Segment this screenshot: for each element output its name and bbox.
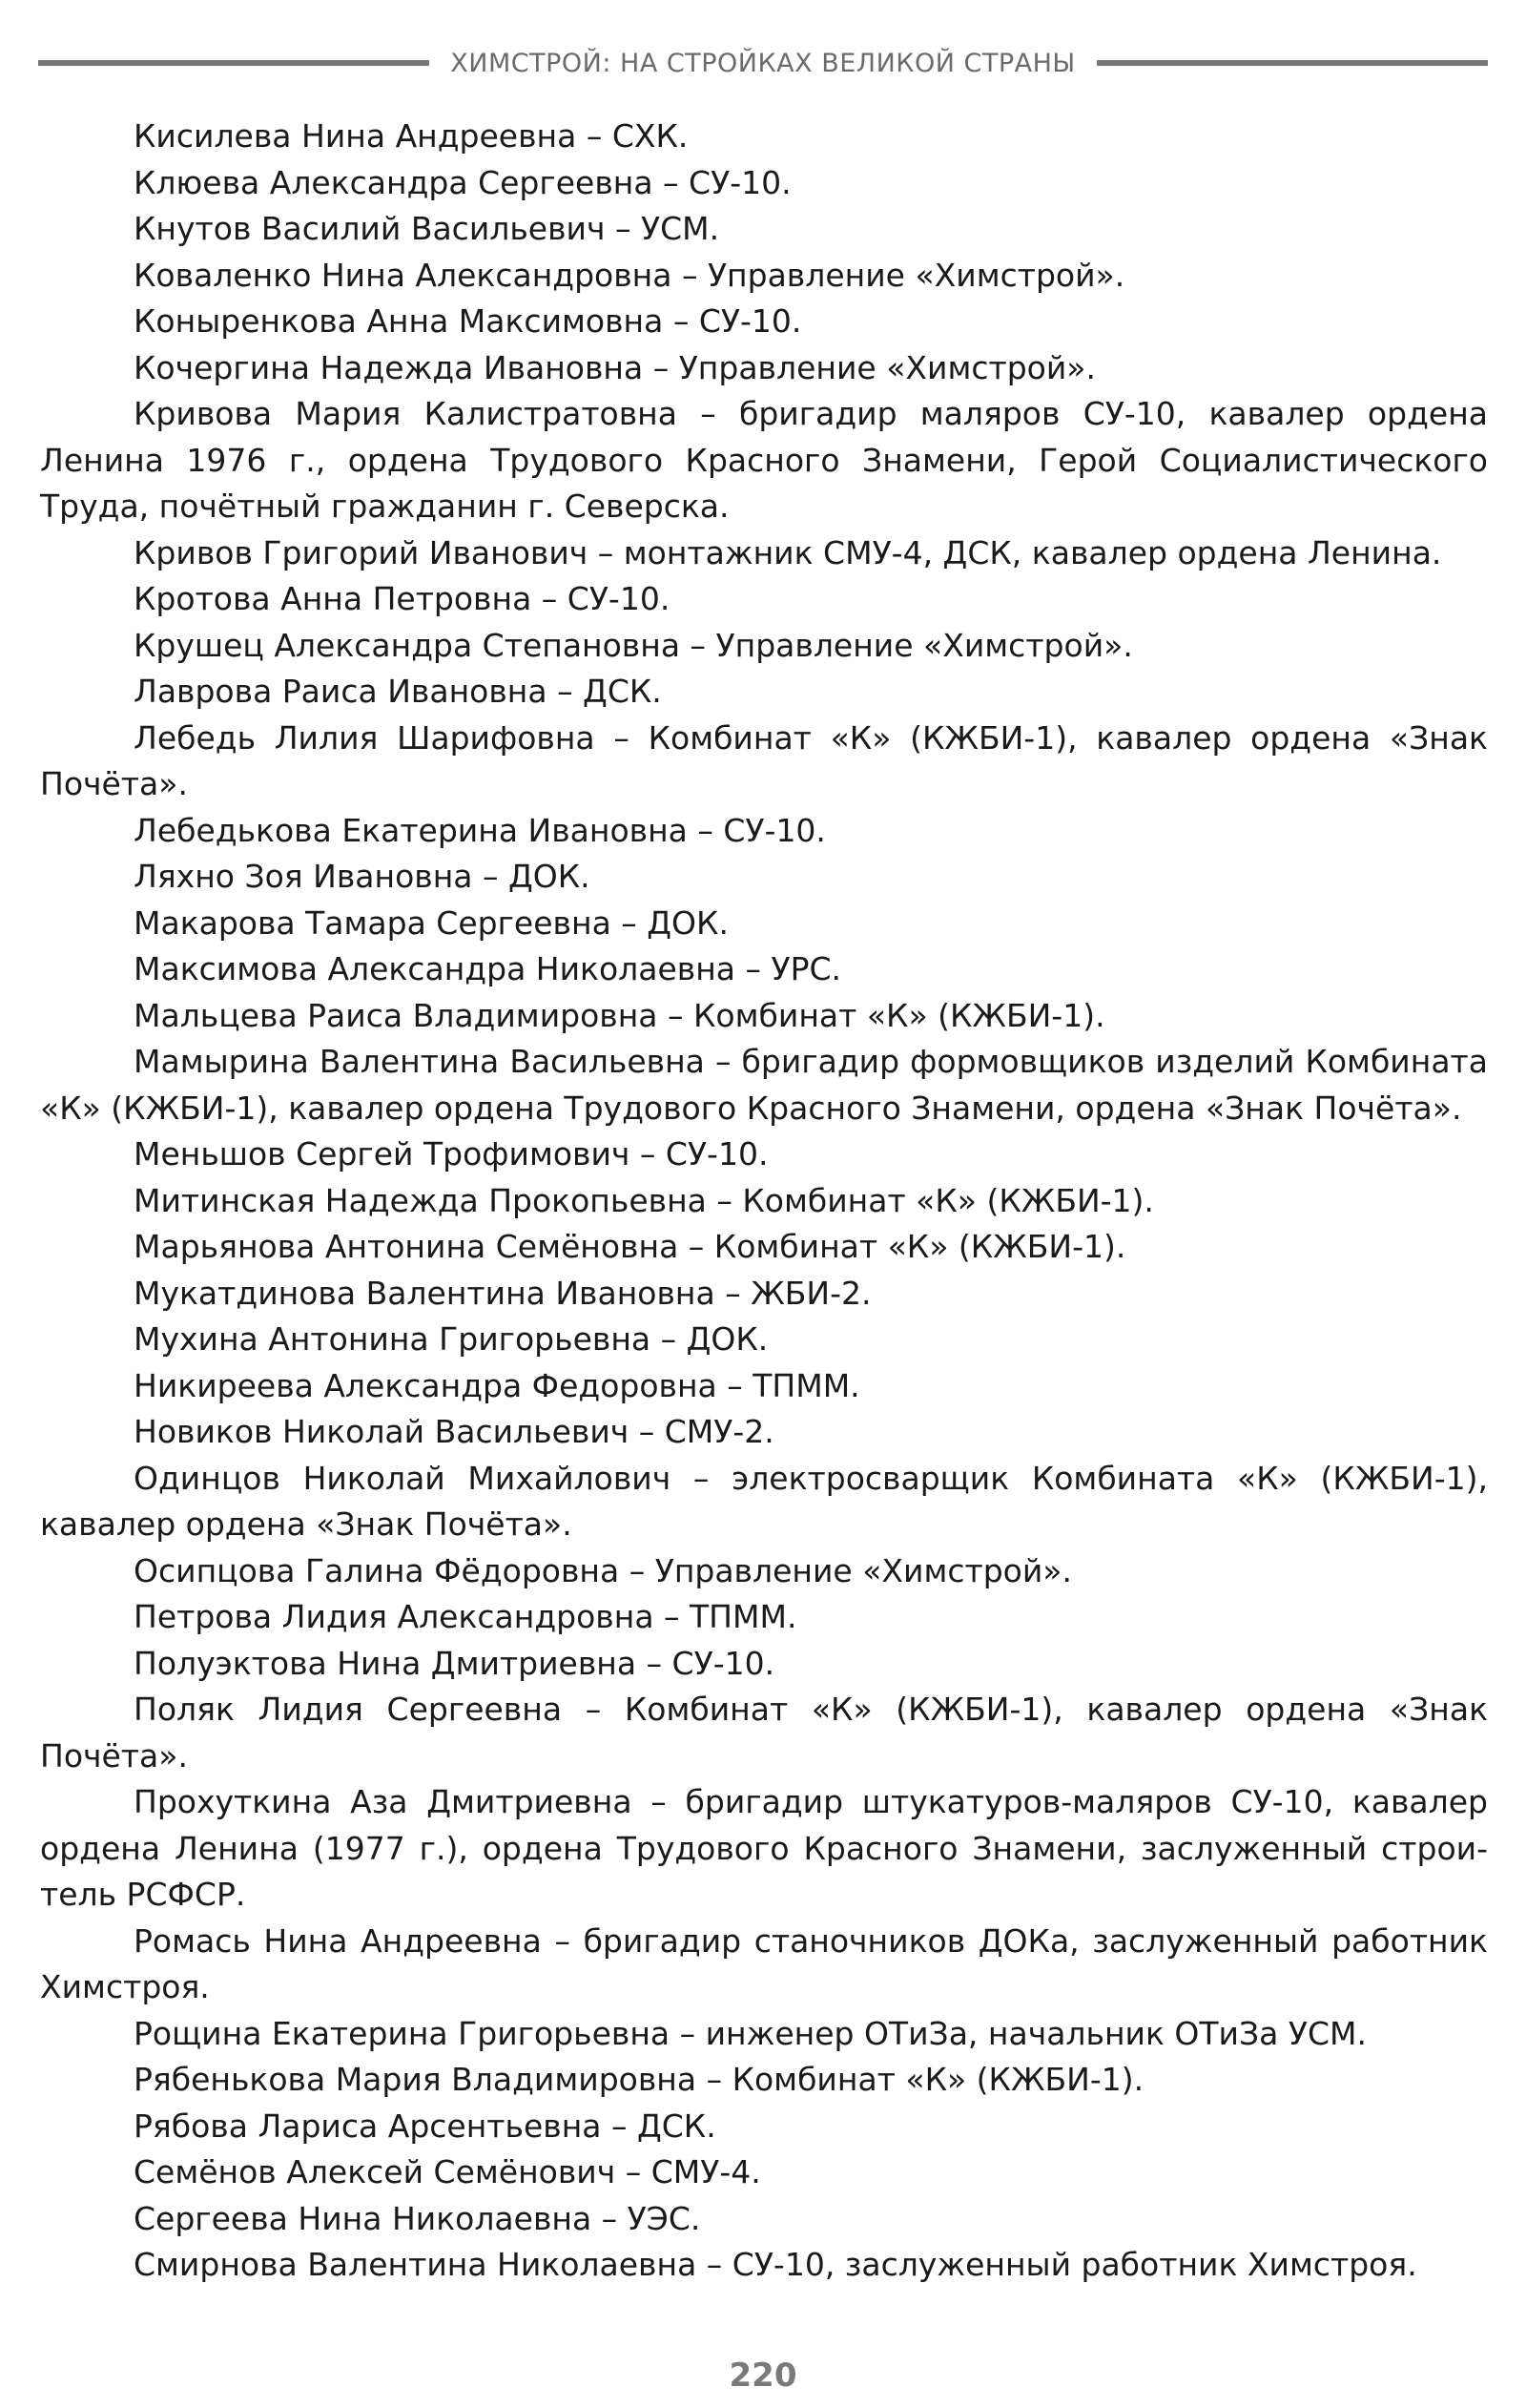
running-header [38, 42, 1488, 84]
list-entry: Кротова Анна Петровна – СУ-10. [134, 580, 670, 617]
list-entry: Семёнов Алексей Семёнович – СМУ-4. [134, 2153, 761, 2190]
list-entry: Одинцов Николай Михайлович – электросварщик Комбината «К» (КЖБИ-1), кавалер ордена «Знак Почёта». [40, 1459, 1488, 1543]
page-number: 220 [729, 2356, 797, 2395]
list-entry: Кнутов Василий Васильевич – УСМ. [134, 210, 720, 247]
list-entry: Кривова Мария Калистратовна – бригадир маляров СУ-10, кавалер ордена Ленина 1976 г., ордена Трудового Красного Знамени, Герой Социалистического Труда, почётный гражданин г. Северска. [40, 395, 1488, 525]
header-title: ХИМСТРОЙ: НА СТРОЙКАХ ВЕЛИКОЙ СТРАНЫ [450, 48, 1076, 78]
list-entry: Мукатдинова Валентина Ивановна – ЖБИ-2. [134, 1274, 872, 1312]
list-entry: Крушец Александра Степановна – Управление «Химстрой». [134, 626, 1133, 664]
list-entry: Поляк Лидия Сергеевна – Комбинат «К» (КЖБИ-1), кавалер ордена «Знак Почёта». [40, 1691, 1488, 1775]
list-entry: Ромась Нина Андреевна – бригадир станочников ДОКа, заслуженный работник Химстроя. [40, 1921, 1488, 2005]
list-entry: Макарова Тамара Сергеевна – ДОК. [134, 903, 729, 942]
list-entry: Лаврова Раиса Ивановна – ДСК. [134, 673, 662, 710]
list-entry: Кривов Григорий Иванович – монтажник СМУ-4, ДСК, кавалер ордена Ленина. [134, 533, 1442, 571]
list-entry: Лебедькова Екатерина Ивановна – СУ-10. [134, 811, 826, 849]
header-rule-right [1097, 60, 1488, 66]
list-entry: Мальцева Раиса Владимировна – Комбинат «К» (КЖБИ-1). [134, 996, 1105, 1034]
list-entry: Меньшов Сергей Трофимович – СУ-10. [134, 1135, 769, 1173]
list-entry: Петрова Лидия Александровна – ТПММ. [134, 1598, 797, 1635]
list-entry: Лебедь Лилия Шарифовна – Комбинат «К» (КЖБИ-1), кавалер ордена «Знак Почёта». [40, 718, 1488, 802]
list-entry: Осипцова Галина Фёдоровна – Управление «Химстрой». [134, 1551, 1072, 1589]
list-entry: Рощина Екатерина Григорьевна – инженер ОТиЗа, начальник ОТиЗа УСМ. [134, 2014, 1367, 2052]
list-entry: Максимова Александра Николаевна – УРС. [134, 950, 842, 987]
list-entry: Никиреева Александра Федоровна – ТПММ. [134, 1366, 860, 1404]
list-entry: Митинская Надежда Прокопьевна – Комбинат «К» (КЖБИ-1). [134, 1181, 1154, 1219]
list-entry: Прохуткина Аза Дмитриевна – бригадир штукатуров-маляров СУ-10, кавалер ордена Ленина (1977 г.), ордена Трудового Красного Знамени, заслуженный строи-тель РСФСР. [40, 1783, 1488, 1913]
list-entry: Сергеева Нина Николаевна – УЭС. [134, 2199, 701, 2237]
list-entry: Кочергина Надежда Ивановна – Управление «Химстрой». [134, 348, 1096, 386]
list-entry: Рябова Лариса Арсентьевна – ДСК. [134, 2107, 716, 2145]
list-entry: Коваленко Нина Александровна – Управление «Химстрой». [134, 256, 1125, 294]
header-rule-left [38, 60, 429, 66]
list-entry: Марьянова Антонина Семёновна – Комбинат «К» (КЖБИ-1). [134, 1228, 1126, 1265]
list-entry: Клюева Александра Сергеевна – СУ-10. [134, 163, 792, 201]
list-entry: Мамырина Валентина Васильевна – бригадир формовщиков изделий Комбината «К» (КЖБИ-1), кавалер ордена Трудового Красного Знамени, ордена «Знак Почёта». [40, 1043, 1488, 1127]
list-entry: Кисилева Нина Андреевна – СХК. [134, 117, 689, 155]
list-entry: Новиков Николай Васильевич – СМУ-2. [134, 1413, 774, 1450]
list-entry: Полуэктова Нина Дмитриевна – СУ-10. [134, 1644, 775, 1682]
entry-list [40, 114, 1488, 2289]
list-entry: Смирнова Валентина Николаевна – СУ-10, заслуженный работник Химстроя. [134, 2246, 1417, 2283]
list-entry: Конырeнкова Анна Максимовна – СУ-10. [134, 302, 802, 340]
list-entry: Мухина Антонина Григорьевна – ДОК. [134, 1320, 769, 1358]
list-entry: Рябенькова Мария Владимировна – Комбинат «К» (КЖБИ-1). [134, 2061, 1144, 2098]
list-entry: Ляхно Зоя Ивановна – ДОК. [134, 858, 590, 895]
